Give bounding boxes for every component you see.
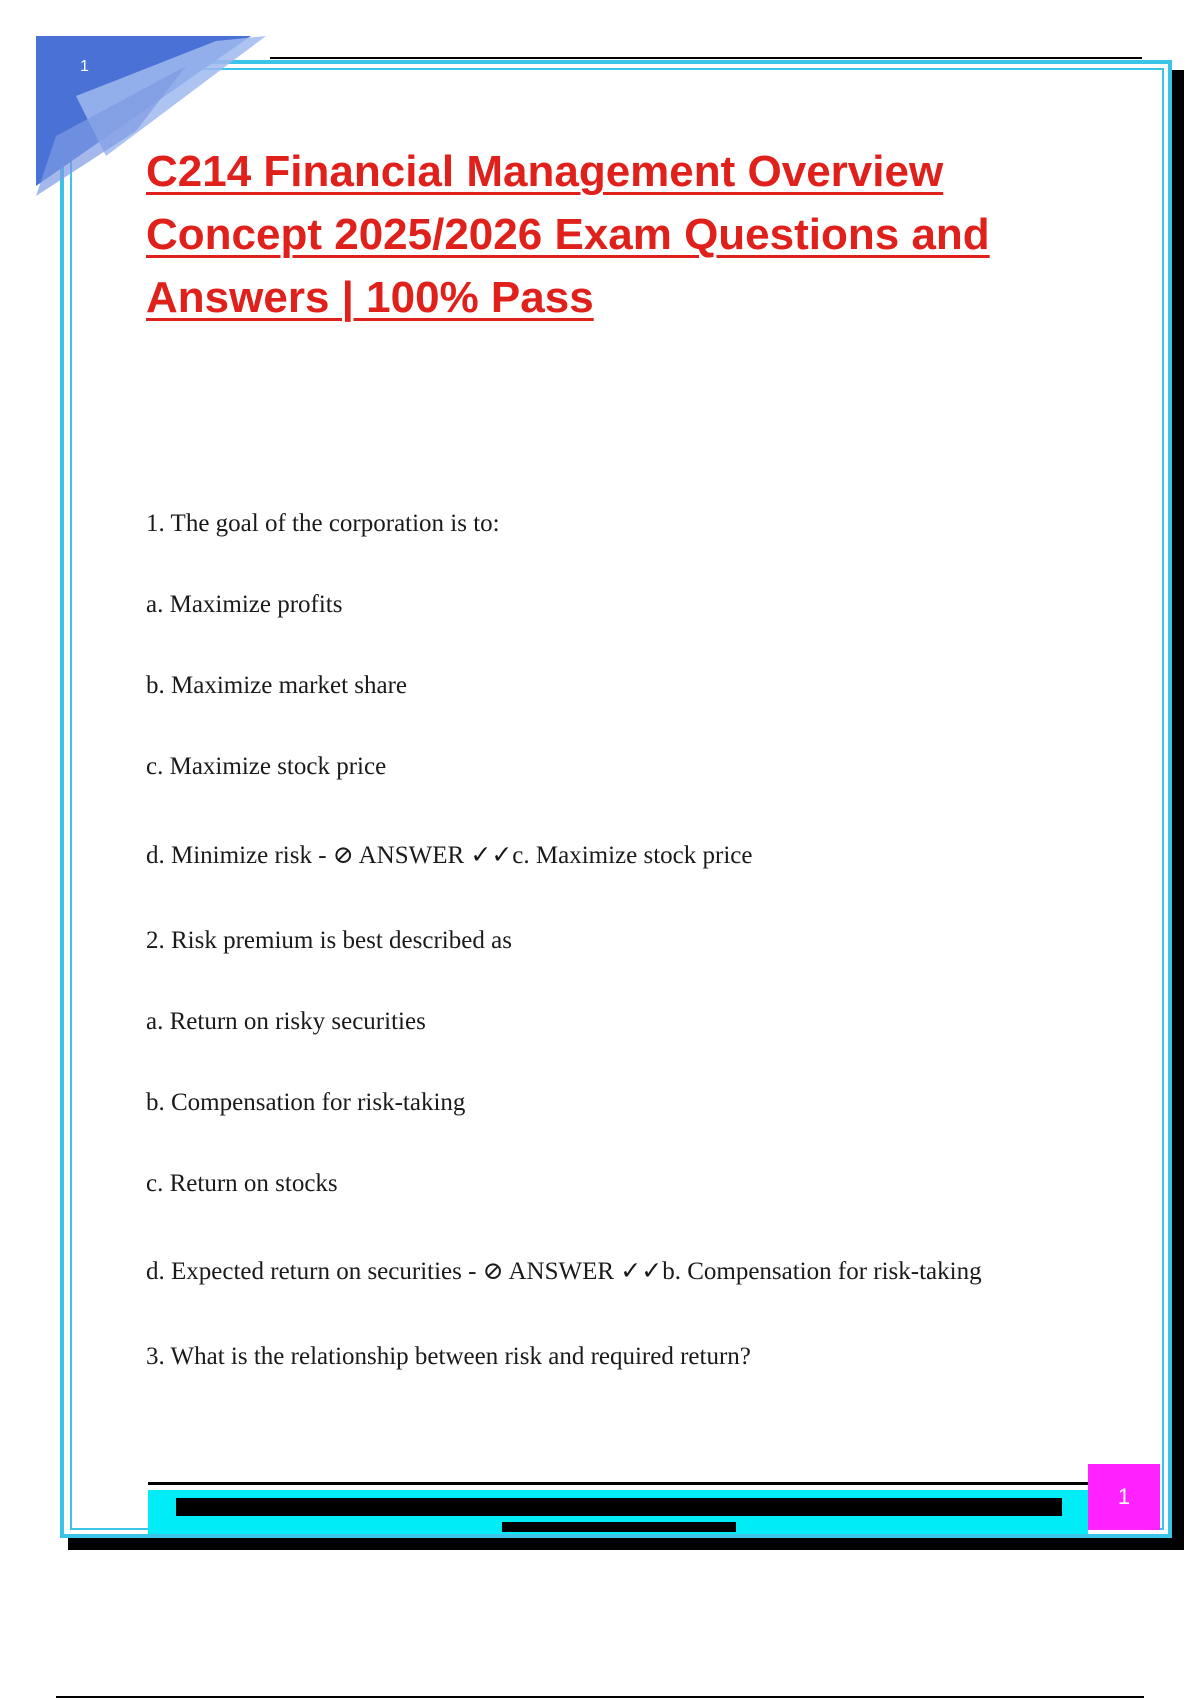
document-title: C214 Financial Management Overview Concept 2025/2026 Exam Questions and Answers | 100% Pass bbox=[146, 147, 990, 322]
option-2b: b. Compensation for risk-taking bbox=[146, 1089, 466, 1116]
footer-rule bbox=[148, 1482, 1088, 1485]
question-3: 3. What is the relationship between risk and required return? bbox=[146, 1343, 751, 1370]
option-1b: b. Maximize market share bbox=[146, 672, 408, 699]
top-rule bbox=[270, 57, 1142, 59]
footer-bar bbox=[176, 1498, 1062, 1516]
corner-page-number: 1 bbox=[80, 58, 89, 75]
option-2d-answer: d. Expected return on securities - ⊘ ANSWER ✓✓b. Compensation for risk-taking bbox=[146, 1258, 982, 1285]
option-1a: a. Maximize profits bbox=[146, 591, 343, 618]
option-1c: c. Maximize stock price bbox=[146, 753, 387, 780]
page-number: 1 bbox=[1117, 1484, 1131, 1509]
option-1d-answer: d. Minimize risk - ⊘ ANSWER ✓✓c. Maximize stock price bbox=[146, 842, 753, 869]
question-2: 2. Risk premium is best described as bbox=[146, 927, 512, 954]
option-2c: c. Return on stocks bbox=[146, 1170, 338, 1197]
question-1: 1. The goal of the corporation is to: bbox=[146, 510, 500, 537]
footer-bar-small bbox=[502, 1522, 736, 1532]
page-number-badge bbox=[1088, 1464, 1160, 1530]
bottom-rule bbox=[56, 1696, 1144, 1698]
option-2a: a. Return on risky securities bbox=[146, 1008, 426, 1035]
